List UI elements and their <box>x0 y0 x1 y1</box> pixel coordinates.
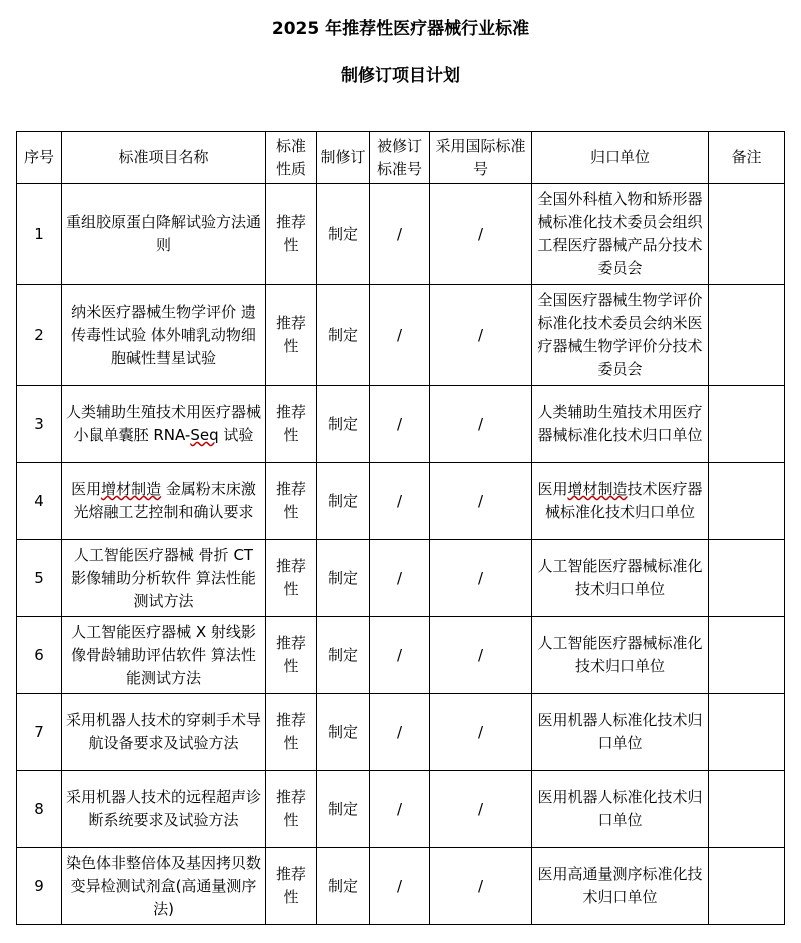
cell-name-part: 试验 <box>218 426 254 444</box>
cell-no: 6 <box>17 617 62 694</box>
cell-remark <box>709 386 785 463</box>
cell-intl: / <box>430 285 532 386</box>
table-row <box>17 463 785 540</box>
cell-replaced: / <box>370 694 430 771</box>
cell-nature: 推荐性 <box>266 386 317 463</box>
cell-nature: 推荐性 <box>266 771 317 848</box>
cell-name-part: 医用 <box>71 480 102 498</box>
cell-unit-part: 医用 <box>537 480 568 498</box>
cell-revise: 制定 <box>317 540 370 617</box>
cell-nature: 推荐性 <box>266 694 317 771</box>
header-replaced: 被修订标准号 <box>370 132 430 184</box>
cell-unit: 人工智能医疗器械标准化技术归口单位 <box>532 617 709 694</box>
cell-replaced: / <box>370 771 430 848</box>
cell-replaced: / <box>370 463 430 540</box>
cell-name: 人工智能医疗器械 X 射线影像骨龄辅助评估软件 算法性能测试方法 <box>62 617 266 694</box>
cell-unit: 医用高通量测序标准化技术归口单位 <box>532 848 709 925</box>
header-name: 标准项目名称 <box>62 132 266 184</box>
cell-revise: 制定 <box>317 463 370 540</box>
cell-name <box>62 386 266 463</box>
cell-unit: 医用机器人标准化技术归口单位 <box>532 694 709 771</box>
cell-unit: 全国医疗器械生物学评价标准化技术委员会纳米医疗器械生物学评价分技术委员会 <box>532 285 709 386</box>
spellcheck-underlined-text: Seq <box>190 426 219 444</box>
cell-replaced: / <box>370 617 430 694</box>
cell-remark <box>709 848 785 925</box>
cell-replaced: / <box>370 386 430 463</box>
cell-replaced: / <box>370 848 430 925</box>
cell-replaced: / <box>370 540 430 617</box>
header-no: 序号 <box>17 132 62 184</box>
table-row <box>17 540 785 617</box>
table-row <box>17 285 785 386</box>
cell-nature: 推荐性 <box>266 617 317 694</box>
header-intl: 采用国际标准号 <box>430 132 532 184</box>
table-row <box>17 386 785 463</box>
cell-revise: 制定 <box>317 184 370 285</box>
cell-remark <box>709 463 785 540</box>
table-row <box>17 184 785 285</box>
cell-nature: 推荐性 <box>266 184 317 285</box>
cell-name: 纳米医疗器械生物学评价 遗传毒性试验 体外哺乳动物细胞碱性彗星试验 <box>62 285 266 386</box>
cell-name-part: 金属粉末床激光熔融工艺控制和确认要求 <box>73 480 256 521</box>
cell-no: 8 <box>17 771 62 848</box>
cell-revise: 制定 <box>317 386 370 463</box>
table-header-row <box>17 132 785 184</box>
cell-remark <box>709 771 785 848</box>
header-unit: 归口单位 <box>532 132 709 184</box>
cell-no: 2 <box>17 285 62 386</box>
cell-intl: / <box>430 540 532 617</box>
cell-no: 1 <box>17 184 62 285</box>
document-subtitle: 制修订项目计划 <box>341 66 460 86</box>
cell-nature: 推荐性 <box>266 540 317 617</box>
cell-unit: 人工智能医疗器械标准化技术归口单位 <box>532 540 709 617</box>
cell-nature: 推荐性 <box>266 285 317 386</box>
cell-replaced: / <box>370 285 430 386</box>
spellcheck-underlined-text: 增材制造 <box>567 480 628 498</box>
cell-revise: 制定 <box>317 694 370 771</box>
cell-name: 采用机器人技术的穿刺手术导航设备要求及试验方法 <box>62 694 266 771</box>
cell-name-part: 人类辅助生殖技术用医疗器械 小鼠单囊胚 RNA- <box>65 403 261 444</box>
cell-intl: / <box>430 694 532 771</box>
cell-remark <box>709 694 785 771</box>
cell-name: 重组胶原蛋白降解试验方法通则 <box>62 184 266 285</box>
cell-no: 4 <box>17 463 62 540</box>
table-row <box>17 848 785 925</box>
cell-name <box>62 463 266 540</box>
standards-table <box>16 131 785 925</box>
cell-unit: 医用机器人标准化技术归口单位 <box>532 771 709 848</box>
cell-name: 采用机器人技术的远程超声诊断系统要求及试验方法 <box>62 771 266 848</box>
table-row <box>17 617 785 694</box>
cell-name: 染色体非整倍体及基因拷贝数变异检测试剂盒(高通量测序法) <box>62 848 266 925</box>
header-remark: 备注 <box>709 132 785 184</box>
cell-nature: 推荐性 <box>266 463 317 540</box>
spellcheck-underlined-text: 增材制造 <box>101 480 162 498</box>
cell-intl: / <box>430 184 532 285</box>
header-nature: 标准性质 <box>266 132 317 184</box>
cell-no: 9 <box>17 848 62 925</box>
cell-intl: / <box>430 463 532 540</box>
cell-revise: 制定 <box>317 771 370 848</box>
cell-replaced: / <box>370 184 430 285</box>
document-title: 2025 年推荐性医疗器械行业标准 <box>271 19 530 39</box>
cell-revise: 制定 <box>317 285 370 386</box>
cell-remark <box>709 285 785 386</box>
table-row <box>17 771 785 848</box>
cell-intl: / <box>430 386 532 463</box>
cell-intl: / <box>430 848 532 925</box>
cell-no: 5 <box>17 540 62 617</box>
cell-no: 3 <box>17 386 62 463</box>
cell-revise: 制定 <box>317 848 370 925</box>
cell-intl: / <box>430 771 532 848</box>
cell-unit: 全国外科植入物和矫形器械标准化技术委员会组织工程医疗器械产品分技术委员会 <box>532 184 709 285</box>
cell-nature: 推荐性 <box>266 848 317 925</box>
cell-unit <box>532 463 709 540</box>
cell-revise: 制定 <box>317 617 370 694</box>
cell-unit: 人类辅助生殖技术用医疗器械标准化技术归口单位 <box>532 386 709 463</box>
table-row <box>17 694 785 771</box>
cell-intl: / <box>430 617 532 694</box>
cell-name: 人工智能医疗器械 骨折 CT 影像辅助分析软件 算法性能测试方法 <box>62 540 266 617</box>
cell-remark <box>709 540 785 617</box>
header-revise: 制修订 <box>317 132 370 184</box>
cell-unit-part: 技术医疗器械标准化技术归口单位 <box>544 480 703 521</box>
cell-remark <box>709 184 785 285</box>
cell-no: 7 <box>17 694 62 771</box>
cell-remark <box>709 617 785 694</box>
